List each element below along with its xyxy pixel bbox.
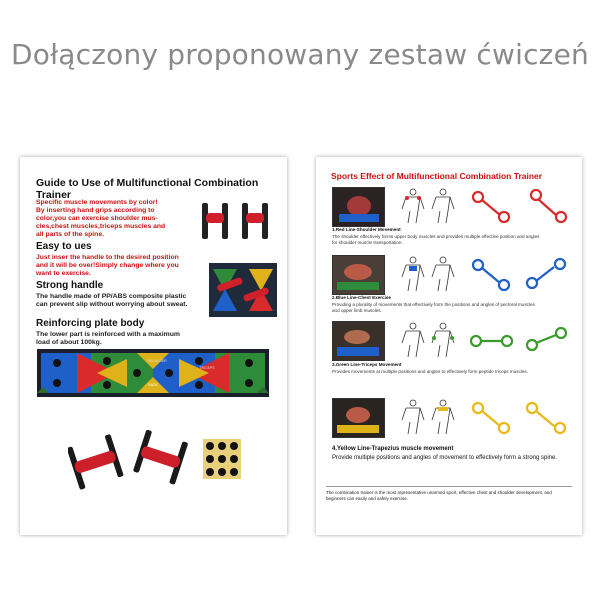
easy-heading: Easy to ues <box>36 241 92 252</box>
foot-pad-sheet-icon <box>203 439 241 479</box>
intro-text <box>36 199 165 239</box>
resistance-band-icon <box>466 398 574 436</box>
muscle-diagram-icon <box>398 187 458 225</box>
plate-line: The lower part is reinforced with a maximum <box>36 331 180 338</box>
footer-text: The combination trainer is the most representative unarmed sport, effective chest and shoulder development, and beginners can easily and safely exercise. <box>326 490 552 501</box>
page-title: Dołączony proponowany zestaw ćwiczeń <box>11 38 589 71</box>
easy-text <box>36 254 179 278</box>
muscle-diagram-icon <box>398 255 458 293</box>
easy-line: Just inser the handle to the desired position <box>36 254 179 261</box>
exercise-photo-icon <box>332 255 385 295</box>
exercise-2-text: Providing a plurality of movements that effectively form the positions and angles of pectoral muscles and upper limb muscles. <box>332 302 535 313</box>
easy-line: and it will be over!Simply change where you <box>36 262 179 269</box>
muscle-diagram-icon <box>398 321 458 359</box>
exercise-photo-icon <box>332 398 385 438</box>
exercise-4-text: Provide multiple positions and angles of movement to effectively form a strong spine. <box>332 455 558 461</box>
exercise-1-title: 1.Red Line-Shoulder Movement <box>332 227 401 232</box>
board-label-triceps: TRICEPS <box>199 366 215 370</box>
resistance-band-icon <box>466 321 574 359</box>
left-leaflet-page <box>20 157 287 535</box>
strong-text <box>36 293 187 309</box>
exercise-photo-icon <box>332 187 385 227</box>
intro-line: cles,chest muscles,triceps muscles and <box>36 223 166 230</box>
exercise-3-title: 3.Green Line-Triceps Movement <box>332 362 402 367</box>
intro-line: all parts of the spine. <box>36 231 104 238</box>
intro-line: By inserting hand grips according to <box>36 207 155 214</box>
strong-heading: Strong handle <box>36 280 104 291</box>
resistance-band-icon <box>466 187 574 225</box>
board-with-handles-icon <box>207 261 279 319</box>
plate-line: load of about 100kg. <box>36 339 102 346</box>
intro-line: color,you can exercise shoulder mus- <box>36 215 158 222</box>
plate-text <box>36 331 180 347</box>
footer-divider <box>326 486 572 487</box>
plate-heading: Reinforcing plate body <box>36 318 145 329</box>
right-leaflet-page <box>316 157 582 535</box>
resistance-band-icon <box>466 255 574 293</box>
easy-line: want to exercise. <box>36 270 91 277</box>
muscle-diagram-icon <box>398 398 458 436</box>
exercise-3-text: Provides movements at multiple positions and angles to effectively form peptide triceps muscles. <box>332 369 529 374</box>
exercise-photo-icon <box>332 321 385 361</box>
intro-line: Specific muscle movements by color! <box>36 199 158 206</box>
left-page-heading: Guide to Use of Multifunctional Combination Trainer <box>36 177 259 201</box>
strong-line: can prevent slip without worrying about sweat. <box>36 301 188 308</box>
push-up-board-icon <box>37 349 269 397</box>
push-up-handle-pair-icon <box>192 197 278 245</box>
board-label-shoulder: SHOULDER <box>147 359 167 363</box>
handle-pair-large-icon <box>68 425 193 495</box>
exercise-1-text: The shoulder effectively forms upper body muscles and provides multiple effective position and angles for shoulder muscle transportation. <box>332 234 540 245</box>
board-label-back: BACK <box>148 383 158 387</box>
exercise-2-title: 2.Blue Line-Chest Exercise <box>332 295 391 300</box>
strong-line: The handle made of PP/ABS composite plastic <box>36 293 187 300</box>
right-page-heading: Sports Effect of Multifunctional Combination Trainer <box>331 171 543 181</box>
exercise-4-title: 4.Yellow Line-Trapezius muscle movement <box>332 446 454 452</box>
